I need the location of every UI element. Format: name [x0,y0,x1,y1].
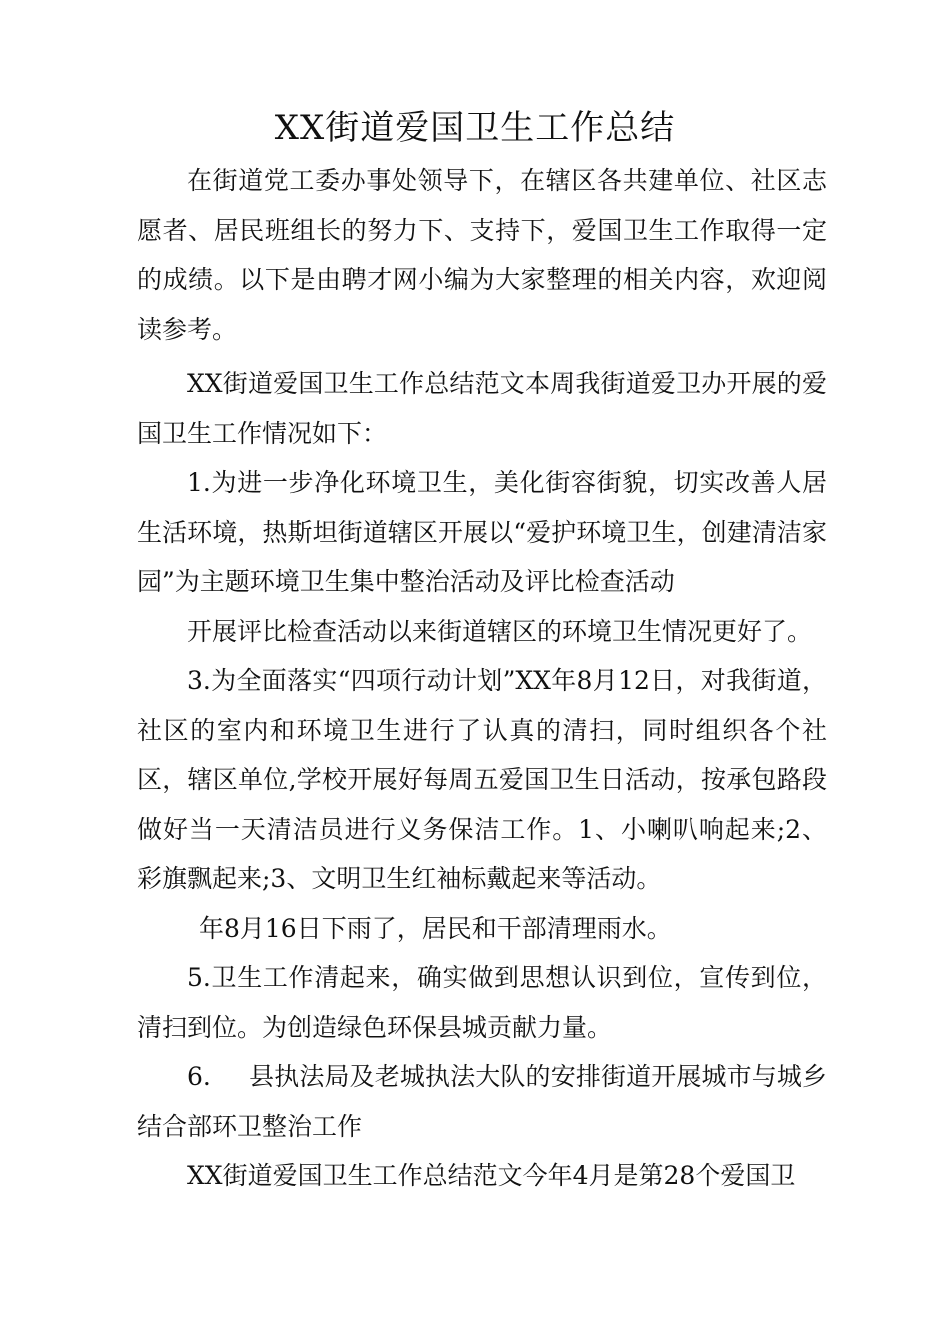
item-6-text: 县执法局及老城执法大队的安排街道开展城市与城乡结合部环卫整治工作 [137,1062,827,1141]
paragraph-summary-lead: XX街道爱国卫生工作总结范文本周我街道爱卫办开展的爱国卫生工作情况如下： [137,369,827,448]
paragraph-item-3: 3.为全面落实“四项行动计划”XX年8月12日，对我街道，社区的室内和环境卫生进行了认真的清扫，同时组织各个社区，辖区单位,学校开展好每周五爱国卫生日活动，按承包路段做好当一天清洁员进行义务保洁工作。1、小喇叭响起来;2、彩旗飘起来;3、文明卫生红袖标戴起来等活动。 [137,666,827,893]
paragraph-item-1: 1.为进一步净化环境卫生，美化街容街貌，切实改善人居生活环境，热斯坦街道辖区开展以“爱护环境卫生，创建清洁家园”为主题环境卫生集中整治活动及评比检查活动 [137,468,827,596]
paragraph-item-5: 5.卫生工作清起来，确实做到思想认识到位，宣传到位，清扫到位。为创造绿色环保县城贡献力量。 [137,963,827,1042]
paragraph-inspection-result: 开展评比检查活动以来街道辖区的环境卫生情况更好了。 [187,616,813,646]
document-body [137,156,827,1201]
paragraph-intro: 在街道党工委办事处领导下，在辖区各共建单位、社区志愿者、居民班组长的努力下、支持下，爱国卫生工作取得一定的成绩。以下是由聘才网小编为大家整理的相关内容，欢迎阅读参考。 [137,166,827,344]
paragraph-item-6 [137,1052,827,1151]
paragraph-summary-continued: XX街道爱国卫生工作总结范文今年4月是第28个爱国卫 [187,1161,796,1190]
item-6-number: 6. [187,1062,211,1091]
paragraph-rain-cleanup: 年8月16日下雨了，居民和干部清理雨水。 [199,913,672,943]
document-title: XX街道爱国卫生工作总结 [274,108,676,148]
